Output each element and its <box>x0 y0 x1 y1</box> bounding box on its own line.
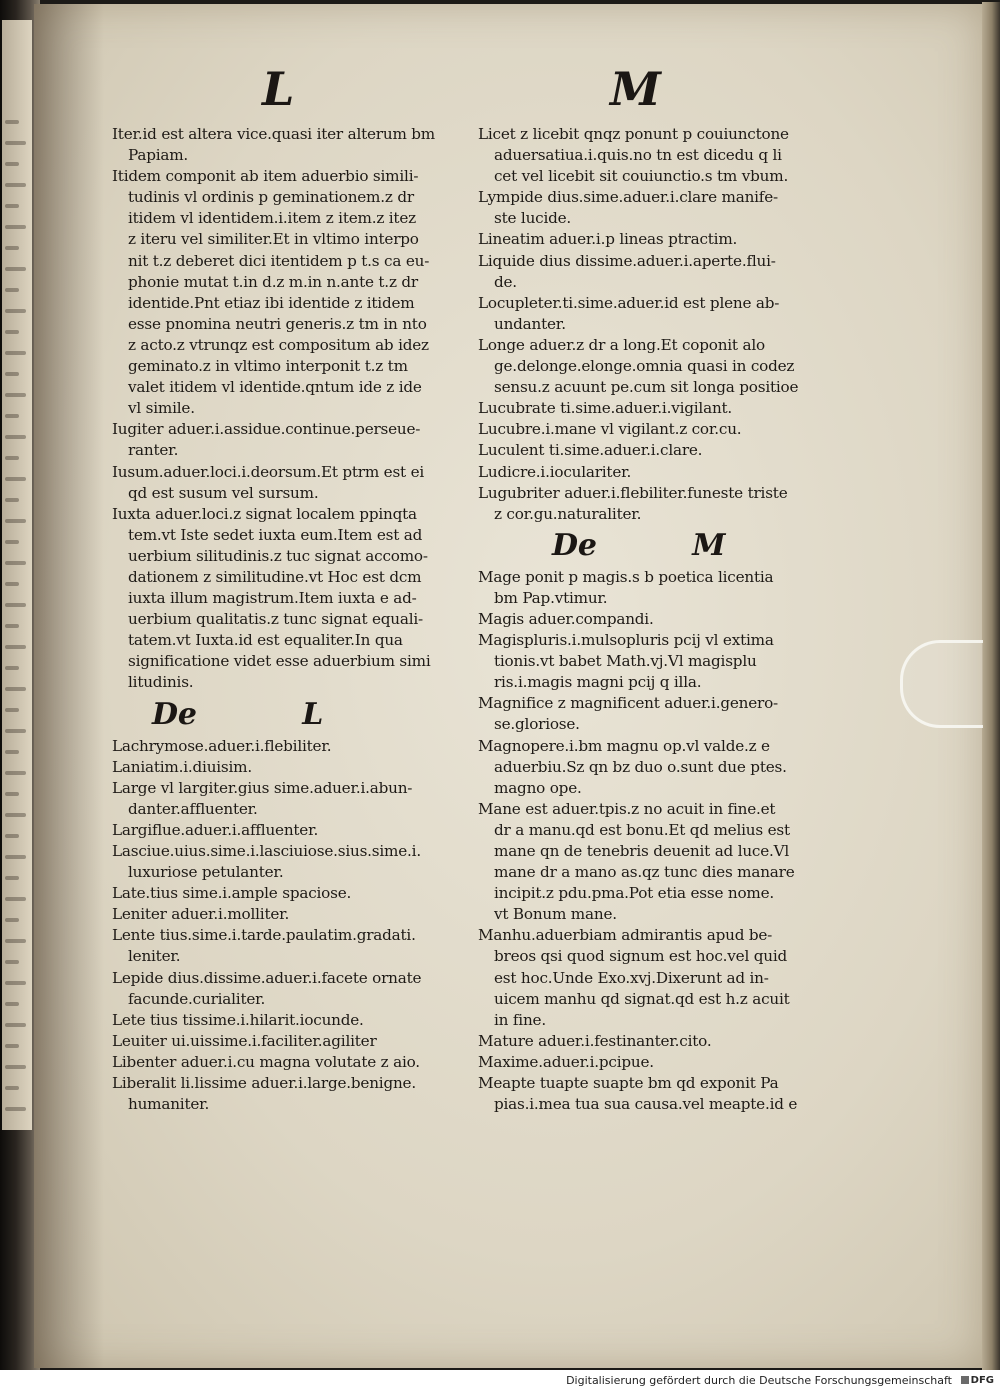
text-line: nit t.z deberet dici itentidem p t.s ca eu- <box>128 251 430 270</box>
section-heading-de: De <box>152 696 197 732</box>
text-line: pias.i.mea tua sua causa.vel meapte.id e <box>494 1095 798 1114</box>
text-line: bm Pap.vtimur. <box>494 588 608 607</box>
footer-credit: Digitalisierung gefördert durch die Deutsche Forschungsgemeinschaft <box>566 1374 952 1387</box>
facing-page-ghost-line <box>5 897 26 901</box>
text-line: Licet z licebit qnqz ponunt p couiunctone <box>478 125 789 143</box>
facing-page-ghost-line <box>5 855 26 859</box>
text-line: z cor.gu.naturaliter. <box>494 504 642 523</box>
text-line: z iteru vel similiter.Et in vltimo interpo <box>128 230 419 249</box>
text-line: ris.i.magis magni pcij q illa. <box>494 673 702 692</box>
text-line: Luculent ti.sime.aduer.i.clare. <box>478 441 703 460</box>
text-line: mane qn de tenebris deuenit ad luce.Vl <box>494 842 790 860</box>
text-line: Lucubre.i.mane vl vigilant.z cor.cu. <box>478 420 742 439</box>
text-line: magno ope. <box>494 778 582 797</box>
text-line: sensu.z acuunt pe.cum sit longa positioe <box>494 378 799 397</box>
text-line: Libenter aduer.i.cu magna volutate z aio. <box>112 1052 420 1071</box>
text-line: in fine. <box>494 1010 546 1029</box>
text-line: Ludicre.i.ioculariter. <box>478 462 632 481</box>
facing-page-ghost-line <box>5 498 19 502</box>
text-line: Liberalit li.lissime aduer.i.large.benigne. <box>112 1074 416 1093</box>
footer-bar <box>0 1370 1000 1392</box>
facing-page-ghost-line <box>5 813 26 817</box>
text-line: dr a manu.qd est bonu.Et qd melius est <box>494 820 790 839</box>
text-line: Leniter aduer.i.molliter. <box>112 905 290 924</box>
text-line: esse pnomina neutri generis.z tm in nto <box>128 314 427 333</box>
running-head-right: M <box>610 62 661 116</box>
section-heading-m <box>478 525 830 567</box>
text-line: humaniter. <box>128 1095 210 1114</box>
facing-page-ghost-line <box>5 582 19 586</box>
facing-page-ghost-line <box>5 477 26 481</box>
facing-page-ghost-line <box>5 225 26 229</box>
text-line: Late.tius sime.i.ample spaciose. <box>112 884 352 903</box>
facing-page-edge <box>2 20 32 1130</box>
text-line: significatione videt esse aduerbium simi <box>128 652 431 671</box>
facing-page-ghost-line <box>5 771 26 775</box>
text-line: Iter.id est altera vice.quasi iter alterum bm <box>112 125 436 143</box>
text-line: tem.vt Iste sedet iuxta eum.Item est ad <box>128 525 423 544</box>
facing-page-ghost-line <box>5 1086 19 1090</box>
facing-page-ghost-line <box>5 162 19 166</box>
text-line: Lasciue.uius.sime.i.lasciuiose.sius.sime.i. <box>112 842 421 860</box>
text-line: Itidem componit ab item aduerbio simili- <box>112 167 419 186</box>
text-line: Large vl largiter.gius sime.aduer.i.abun- <box>112 778 413 797</box>
text-line: Laniatim.i.diuisim. <box>112 757 253 776</box>
facing-page-ghost-line <box>5 603 26 607</box>
facing-page-ghost-line <box>5 204 19 208</box>
text-line: aduerbiu.Sz qn bz duo o.sunt due ptes. <box>494 757 787 776</box>
facing-page-ghost-line <box>5 792 19 796</box>
facing-page-ghost-line <box>5 246 19 250</box>
facing-page-ghost-line <box>5 960 19 964</box>
facing-page-ghost-line <box>5 435 26 439</box>
facing-page-ghost-line <box>5 1023 26 1027</box>
facing-page-ghost-line <box>5 183 26 187</box>
facing-page-ghost-line <box>5 1044 19 1048</box>
entries-right-m <box>478 567 830 1115</box>
facing-page-ghost-line <box>5 687 26 691</box>
text-line: Iusum.aduer.loci.i.deorsum.Et ptrm est ei <box>112 462 425 481</box>
facing-page-ghost-line <box>5 981 26 985</box>
text-line: aduersatiua.i.quis.no tn est dicedu q li <box>494 146 782 165</box>
facing-page-ghost-line <box>5 414 19 418</box>
entries-left-l <box>112 736 462 1116</box>
text-line: Mage ponit p magis.s b poetica licentia <box>478 567 774 586</box>
text-line: Magis aduer.compandi. <box>478 609 654 628</box>
text-line: Longe aduer.z dr a long.Et coponit alo <box>478 335 765 354</box>
text-line: Magnopere.i.bm magnu op.vl valde.z e <box>478 736 770 755</box>
text-line: Lympide dius.sime.aduer.i.clare manife- <box>478 188 778 207</box>
facing-page-ghost-line <box>5 918 19 922</box>
facing-page-ghost-line <box>5 624 19 628</box>
text-line: Lente tius.sime.i.tarde.paulatim.gradati. <box>112 926 416 945</box>
facing-page-ghost-line <box>5 1065 26 1069</box>
text-line: Manhu.aduerbiam admirantis apud be- <box>478 926 773 945</box>
facing-page-ghost-line <box>5 645 26 649</box>
text-line: Magnifice z magnificent aduer.i.genero- <box>478 694 778 713</box>
text-line: itidem vl identidem.i.item z item.z itez <box>128 209 416 228</box>
text-line: leniter. <box>128 947 181 966</box>
text-line: Meapte tuapte suapte bm qd exponit Pa <box>478 1074 779 1093</box>
facing-page-ghost-line <box>5 519 26 523</box>
text-line: Papiam. <box>128 146 189 165</box>
text-column-left <box>112 124 462 1115</box>
text-line: Lucubrate ti.sime.aduer.i.vigilant. <box>478 399 733 418</box>
text-line: luxuriose petulanter. <box>128 863 284 882</box>
text-line: ge.delonge.elonge.omnia quasi in codez <box>494 357 795 376</box>
text-line: incipit.z pdu.pma.Pot etia esse nome. <box>494 884 775 903</box>
text-column-right <box>478 124 830 1115</box>
text-line: tionis.vt babet Math.vj.Vl magisplu <box>494 652 757 671</box>
facing-page-ghost-line <box>5 666 19 670</box>
page-edge-right <box>982 2 1000 1370</box>
text-line: identide.Pnt etiaz ibi identide z itidem <box>128 293 415 312</box>
text-line: iuxta illum magistrum.Item iuxta e ad- <box>128 589 417 608</box>
text-line: uerbium qualitatis.z tunc signat equali- <box>128 610 423 629</box>
facing-page-ghost-line <box>5 540 19 544</box>
facing-page-ghost-line <box>5 393 26 397</box>
text-line: geminato.z in vltimo interponit t.z tm <box>128 357 408 376</box>
dfg-logo: DFG <box>958 1373 994 1389</box>
text-line: tudinis vl ordinis p geminationem.z dr <box>128 188 414 207</box>
text-line: Lachrymose.aduer.i.flebiliter. <box>112 736 332 755</box>
text-line: Lepide dius.dissime.aduer.i.facete ornate <box>112 968 422 987</box>
text-line: Lineatim aduer.i.p lineas ptractim. <box>478 230 738 249</box>
text-line: Liquide dius dissime.aduer.i.aperte.flui- <box>478 251 776 270</box>
text-line: tatem.vt Iuxta.id est equaliter.In qua <box>128 631 403 650</box>
text-line: undanter. <box>494 314 566 333</box>
text-line: ste lucide. <box>494 209 572 228</box>
text-line: facunde.curialiter. <box>128 989 266 1008</box>
text-line: danter.affluenter. <box>128 799 258 818</box>
facing-page-ghost-line <box>5 288 19 292</box>
facing-page-ghost-line <box>5 372 19 376</box>
facing-page-ghost-line <box>5 729 26 733</box>
text-line: Largiflue.aduer.i.affluenter. <box>112 820 319 839</box>
facing-page-ghost-line <box>5 939 26 943</box>
text-line: dationem z similitudine.vt Hoc est dcm <box>128 567 422 586</box>
text-line: Mane est aduer.tpis.z no acuit in fine.et <box>478 799 776 818</box>
facing-page-ghost-line <box>5 876 19 880</box>
facing-page-ghost-line <box>5 309 26 313</box>
text-line: vt Bonum mane. <box>494 905 617 924</box>
section-heading-letter: L <box>302 696 324 732</box>
text-line: Leuiter ui.uissime.i.faciliter.agiliter <box>112 1031 377 1050</box>
text-line: mane dr a mano as.qz tunc dies manare <box>494 863 795 882</box>
entries-left-i <box>112 124 462 694</box>
entries-right-l <box>478 124 830 525</box>
text-line: vl simile. <box>128 399 195 418</box>
text-line: qd est susum vel sursum. <box>128 483 319 502</box>
dfg-logo-icon <box>961 1376 969 1384</box>
facing-page-ghost-line <box>5 708 19 712</box>
text-line: valet itidem vl identide.qntum ide z ide <box>128 378 422 397</box>
text-line: Mature aduer.i.festinanter.cito. <box>478 1031 712 1050</box>
text-line: Maxime.aduer.i.pcipue. <box>478 1052 654 1071</box>
text-line: uerbium silitudinis.z tuc signat accomo- <box>128 546 428 565</box>
text-line: cet vel licebit sit couiunctio.s tm vbum. <box>494 167 789 186</box>
facing-page-ghost-line <box>5 561 26 565</box>
text-line: de. <box>494 272 517 291</box>
text-line: breos qsi quod signum est hoc.vel quid <box>494 947 788 966</box>
text-line: Iugiter aduer.i.assidue.continue.perseue- <box>112 420 421 439</box>
text-line: est hoc.Unde Exo.xvj.Dixerunt ad in- <box>494 968 769 987</box>
text-line: Lete tius tissime.i.hilarit.iocunde. <box>112 1010 364 1029</box>
text-line: Iuxta aduer.loci.z signat localem ppinqta <box>112 504 417 523</box>
text-line: z acto.z vtrunqz est compositum ab idez <box>128 335 429 354</box>
facing-page-ghost-line <box>5 1107 26 1111</box>
text-line: ranter. <box>128 441 179 460</box>
text-line: litudinis. <box>128 673 194 692</box>
facing-page-ghost-line <box>5 456 19 460</box>
facing-page-ghost-line <box>5 351 26 355</box>
section-heading-letter: M <box>692 527 726 563</box>
running-head-left: L <box>262 62 295 116</box>
text-line: uicem manhu qd signat.qd est h.z acuit <box>494 989 790 1008</box>
text-line: phonie mutat t.in d.z m.in n.ante t.z dr <box>128 272 418 291</box>
page-clip <box>900 640 983 728</box>
section-heading-l <box>112 694 462 736</box>
facing-page-ghost-line <box>5 750 19 754</box>
text-line: Lugubriter aduer.i.flebiliter.funeste triste <box>478 483 788 502</box>
facing-page-ghost-line <box>5 120 19 124</box>
section-heading-de: De <box>552 527 597 563</box>
facing-page-ghost-line <box>5 834 19 838</box>
text-line: Locupleter.ti.sime.aduer.id est plene ab- <box>478 293 780 312</box>
text-line: se.gloriose. <box>494 715 580 734</box>
text-line: Magispluris.i.mulsopluris pcij vl extima <box>478 631 774 650</box>
facing-page-ghost-line <box>5 141 26 145</box>
facing-page-ghost-line <box>5 267 26 271</box>
facing-page-ghost-line <box>5 1002 19 1006</box>
facing-page-ghost-line <box>5 330 19 334</box>
